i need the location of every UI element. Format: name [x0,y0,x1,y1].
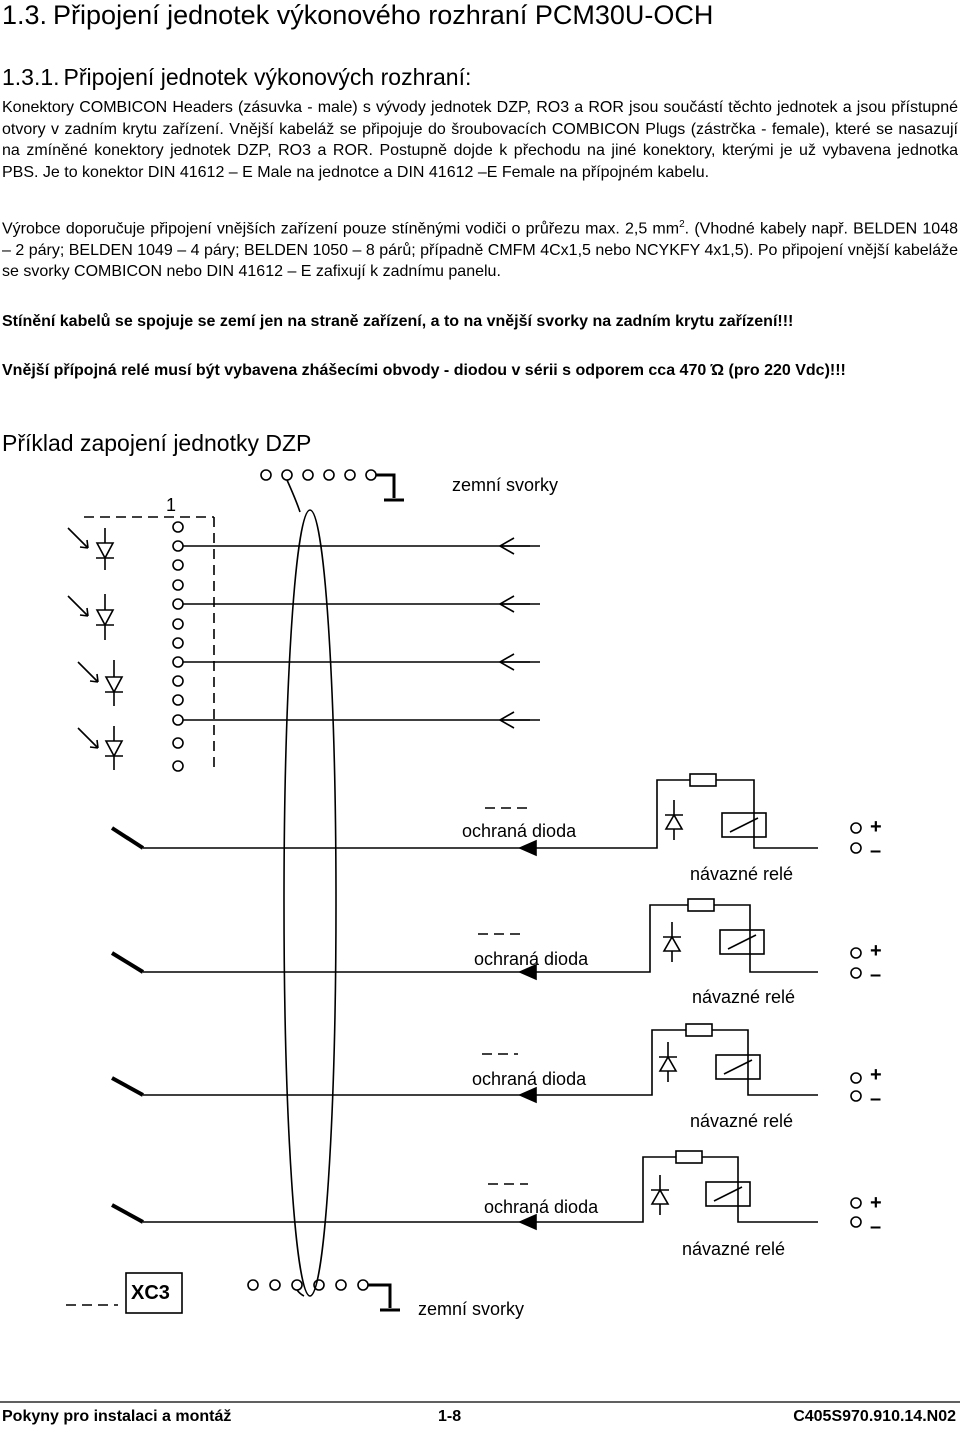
pin-number-label: 1 [166,495,177,515]
ground-terminals-bottom-label: zemní svorky [418,1299,525,1319]
relay-label-4: návazné relé [682,1239,786,1259]
cables-sup: 2 [679,219,685,230]
protection-diode-3 [659,1042,677,1082]
resistor-4 [676,1151,702,1163]
page-number: 1-8 [438,1408,462,1425]
diode-symbol-3 [78,660,123,706]
resistor-2 [688,899,714,911]
diode-label-2: ochraná dioda [474,949,589,969]
resistor-1 [690,774,716,786]
subheading-text: Připojení jednotek výkonových rozhraní: [63,64,472,90]
ground-terminals-top-label: zemní svorky [452,475,559,495]
protection-diode-2 [663,922,681,962]
diode-label-1: ochraná dioda [462,821,577,841]
protection-diode-4 [651,1175,669,1215]
plus-3: + [870,1064,882,1086]
minus-4: – [870,1216,882,1238]
heading-text: Připojení jednotek výkonového rozhraní PCM30U-OCH [53,0,714,30]
plus-2: + [870,940,882,962]
cable-shield [284,510,336,1296]
relay-label-1: návazné relé [690,864,794,884]
input-diode-group [68,528,123,770]
document-code: C405S970.910.14.N02 [793,1408,956,1425]
ground-strip-bottom [248,1280,400,1310]
plus-4: + [870,1192,882,1214]
cables-text-a: Výrobce doporučuje připojení vnějších zařízení pouze stíněnými vodiči o průřezu max. 2,5 mm [2,220,680,238]
relay-coil-3 [716,1055,760,1079]
diode-label-4: ochraná dioda [484,1197,599,1217]
diode-symbol-4 [78,726,123,770]
minus-2: – [870,964,882,986]
relay-label-3: návazné relé [690,1111,794,1131]
resistor-3 [686,1024,712,1036]
paragraph-shielding: Stínění kabelů se spojuje se zemí jen na straně zařízení, a to na vnější svorky na zadním krytu zařízení!!! [2,313,794,330]
terminal-column [173,522,183,771]
minus-3: – [870,1088,882,1110]
plus-1: + [870,816,882,838]
cables-text-b: . (Vhodné kabely např. BELDEN 1048 – 2 páry; BELDEN 1049 – 4 páry; BELDEN 1050 – 8 párů; případně CMFM 4Cx1,5 nebo NCYKFY 4x1,5). Po připojení vnější kabeláže se svorky COMBICON nebo DIN 41612 – E zafixují k zadnímu panelu. [2,220,958,281]
section-title: Příklad zapojení jednotky DZP [2,430,312,456]
diode-symbol-2 [68,594,114,640]
protection-diode-1 [665,800,683,840]
paragraph-connectors: Konektory COMBICON Headers (zásuvka - male) s vývody jednotek DZP, RO3 a ROR jsou součástí těchto jednotek a jsou přístupné otvory v zadním krytu zařízení. Vnější kabeláž se připojuje do šroubovacích COMBICON Plugs (zástrčka - female), které se nasazují na zmíněné konektory jednotek DZP, RO3 a ROR. Postupně dojde k přechodu na jiné konektory, kterými je už vybavena jednotka PBS. Je to konektor DIN 41612 – E Male na jednotce a DIN 41612 –E Female na přípojném kabelu. [2,99,958,181]
diode-symbol-1 [68,528,114,570]
output-terminals [851,823,861,1227]
footer-title: Pokyny pro instalaci a montáž [2,1408,232,1425]
heading-number: 1.3. [2,0,48,30]
relay-label-2: návazné relé [692,987,796,1007]
relay-coil-4 [706,1182,750,1206]
relay-coil-1 [722,813,766,837]
minus-1: – [870,840,882,862]
diode-label-3: ochraná dioda [472,1069,587,1089]
relay-coil-2 [720,930,764,954]
connector-xc3-label: XC3 [131,1282,170,1304]
subheading-number: 1.3.1. [2,64,60,90]
paragraph-relay-note: Vnější přípojná relé musí být vybavena zhášecími obvody - diodou v sérii s odporem cca 470 Ώ (pro 220 Vdc)!!! [2,362,846,379]
ground-strip-top [261,470,404,512]
